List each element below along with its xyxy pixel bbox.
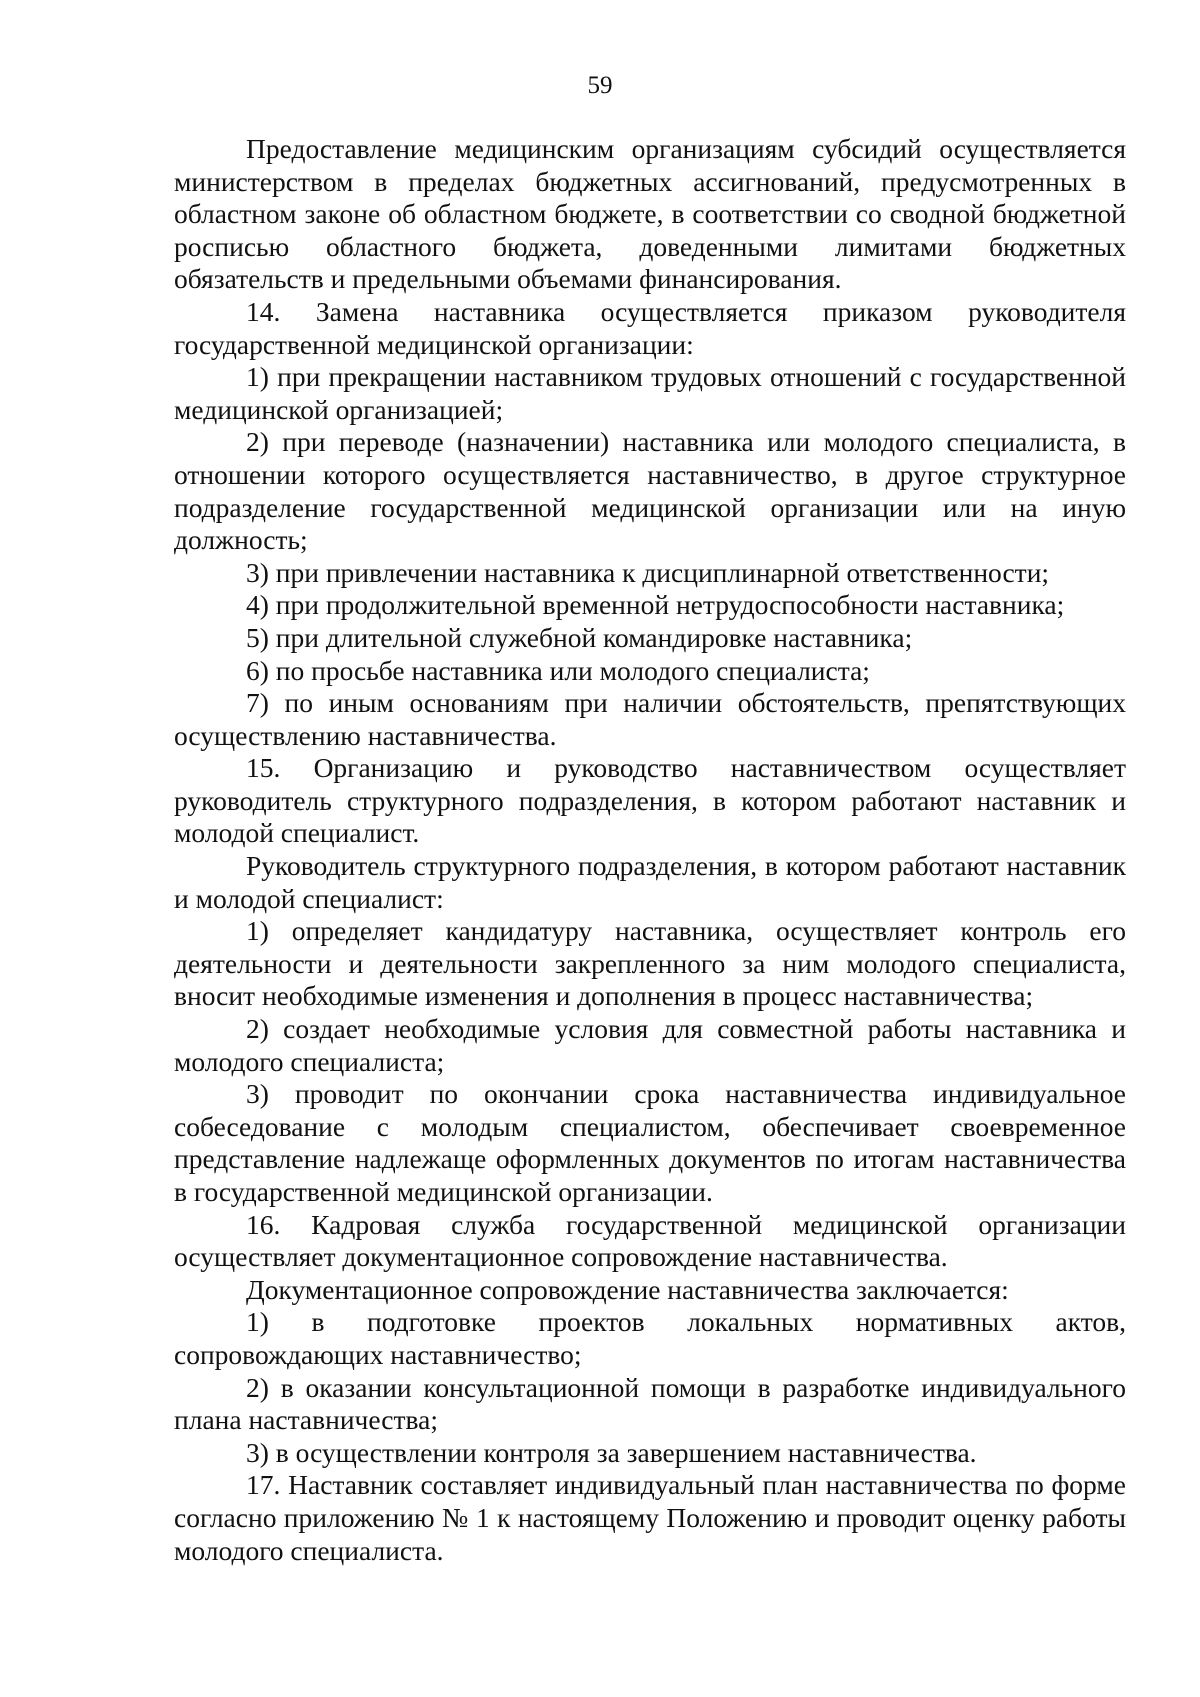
page-number: 59 bbox=[587, 72, 613, 99]
list-item-14-5: 5) при длительной служебной командировке наставника; bbox=[246, 621, 913, 653]
list-item-14-2: 2) при переводе (назначении) наставника или молодого специалиста, в отношении которого осуществляется наставничество, в другое структурное подразделение государственной медицинской организации или на иную должность; bbox=[174, 426, 1126, 556]
paragraph-16-hr-service: 16. Кадровая служба государственной медицинской организации осуществляет документационное сопровождение наставничества. bbox=[174, 1208, 1126, 1273]
list-item-16-3: 3) в осуществлении контроля за завершением наставничества. bbox=[246, 1436, 977, 1468]
document-body bbox=[174, 133, 1126, 1567]
list-item-14-3: 3) при привлечении наставника к дисциплинарной ответственности; bbox=[246, 556, 1050, 588]
list-item-14-7: 7) по иным основаниям при наличии обстоятельств, препятствующих осуществлению наставничества. bbox=[174, 687, 1126, 751]
paragraph-14-mentor-replacement: 14. Замена наставника осуществляется приказом руководителя государственной медицинской организации: bbox=[174, 295, 1126, 360]
list-item-16-2: 2) в оказании консультационной помощи в разработке индивидуального плана наставничества; bbox=[174, 1371, 1126, 1436]
paragraph-17-individual-plan: 17. Наставник составляет индивидуальный план наставничества по форме согласно приложению № 1 к настоящему Положению и проводит оценку работы молодого специалиста. bbox=[174, 1469, 1126, 1566]
list-item-14-4: 4) при продолжительной временной нетрудоспособности наставника; bbox=[246, 589, 1065, 621]
paragraph-subsidies: Предоставление медицинским организациям субсидий осуществляется министерством в пределах бюджетных ассигнований, предусмотренных в областном законе об областном бюджете, в соответствии со сводной бюджетной росписью областного бюджета, доведенными лимитами бюджетных обязательств и предельными объемами финансирования. bbox=[174, 133, 1126, 295]
list-item-15-1: 1) определяет кандидатуру наставника, осуществляет контроль его деятельности и деятельности закрепленного за ним молодого специалиста, вносит необходимые изменения и дополнения в процесс наставничества; bbox=[174, 915, 1126, 1012]
list-item-15-3: 3) проводит по окончании срока наставничества индивидуальное собеседование с молодым специалистом, обеспечивает своевременное представление надлежаще оформленных документов по итогам наставничества в государственной медицинской организации. bbox=[174, 1078, 1126, 1207]
list-item-16-1: 1) в подготовке проектов локальных нормативных актов, сопровождающих наставничество; bbox=[174, 1306, 1126, 1370]
list-item-14-1: 1) при прекращении наставником трудовых отношений с государственной медицинской организацией; bbox=[174, 361, 1126, 425]
paragraph-15-organization: 15. Организацию и руководство наставничеством осуществляет руководитель структурного подразделения, в котором работают наставник и молодой специалист. bbox=[174, 752, 1126, 849]
paragraph-unit-head: Руководитель структурного подразделения, в котором работают наставник и молодой специалист: bbox=[174, 850, 1126, 914]
list-item-15-2: 2) создает необходимые условия для совместной работы наставника и молодого специалиста; bbox=[174, 1013, 1126, 1077]
list-item-14-6: 6) по просьбе наставника или молодого специалиста; bbox=[246, 654, 870, 686]
paragraph-doc-support: Документационное сопровождение наставничества заключается: bbox=[246, 1273, 1009, 1305]
